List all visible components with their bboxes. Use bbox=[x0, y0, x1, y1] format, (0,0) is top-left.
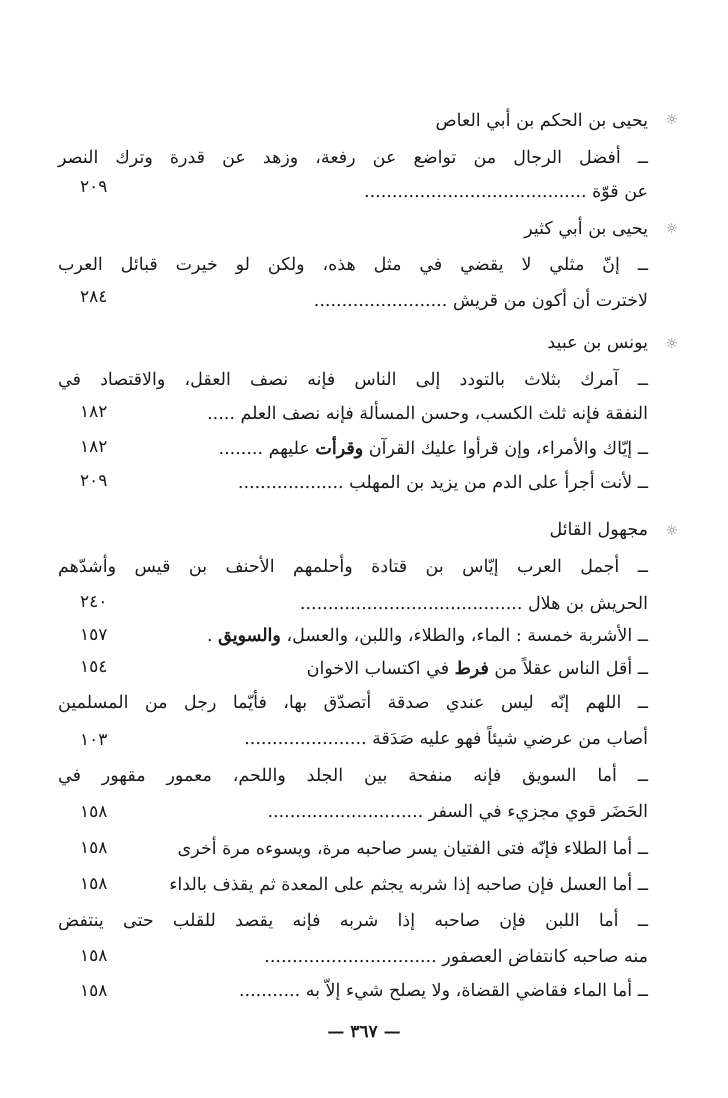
page-reference: ٢٤٠ bbox=[80, 592, 108, 612]
entry-line: لاخترت أن أكون من قريش ........................ bbox=[313, 291, 648, 311]
page-reference: ١٨٢ bbox=[80, 437, 108, 457]
entry-line: عن قوّة ........................................ bbox=[364, 182, 648, 202]
section-marker-icon: ☼ bbox=[665, 523, 678, 539]
section-heading: يونس بن عبيد bbox=[547, 333, 648, 353]
page-number-footer: — ٣٦٧ — bbox=[327, 1022, 401, 1042]
entry-line: ــ إنّ مثلي لا يقضي في مثل هذه، ولكن لو خيرت قبائل العرب bbox=[58, 255, 648, 275]
page-reference: ١٥٨ bbox=[80, 981, 108, 1001]
page-reference: ١٨٢ bbox=[80, 402, 108, 422]
bold-keyword: وقرأت bbox=[315, 439, 364, 459]
entry-line: ــ أقل الناس عقلاً من فرط في اكتساب الاخوان bbox=[306, 659, 648, 679]
section-heading: يحيى بن الحكم بن أبي العاص bbox=[435, 111, 648, 131]
section-marker-icon: ☼ bbox=[665, 336, 678, 352]
page-reference: ٢٠٩ bbox=[80, 471, 108, 491]
page-reference: ١٥٨ bbox=[80, 946, 108, 966]
bold-keyword: والسويق bbox=[218, 626, 281, 646]
entry-line: ــ الأشربة خمسة : الماء، والطلاء، واللبن، والعسل، والسويق . bbox=[206, 626, 648, 646]
page-reference: ٢٨٤ bbox=[80, 287, 108, 307]
entry-line: ــ أما الماء فقاضي القضاة، ولا يصلح شيء إلاّ به ........... bbox=[238, 981, 648, 1001]
entry-line: ــ لأنت أجرأ على الدم من يزيد بن المهلب ................... bbox=[237, 473, 648, 493]
entry-line: ــ أما السويق فإنه منفحة بين الجلد واللحم، معمور مقهور في bbox=[58, 766, 648, 786]
entry-line: الحَضَر قوي مجزيء في السفر ............................ bbox=[267, 802, 648, 822]
entry-line: ــ أما العسل فإن صاحبه إذا شربه يجثم على المعدة ثم يقذف بالداء bbox=[169, 875, 648, 895]
page-reference: ١٥٤ bbox=[80, 657, 108, 677]
entry-line: أصاب من عرضي شيئاً فهو عليه صَدَقة ...................... bbox=[244, 729, 648, 749]
entry-line: الحريش بن هلال ........................................ bbox=[299, 594, 648, 614]
page-reference: ١٥٨ bbox=[80, 874, 108, 894]
page-reference: ١٥٨ bbox=[80, 802, 108, 822]
entry-line: ــ أما الطلاء فإنّه فتى الفتيان يسر صاحبه مرة، ويسوءه مرة أخرى bbox=[177, 839, 648, 859]
entry-line: ــ اللهم إنّه ليس عندي صدقة أتصدّق بها، فأيّما رجل من المسلمين bbox=[58, 693, 648, 713]
section-heading: مجهول القائل bbox=[549, 520, 648, 540]
section-heading: يحيى بن أبي كثير bbox=[524, 219, 648, 239]
page-reference: ١٥٧ bbox=[80, 625, 108, 645]
page-reference: ١٥٨ bbox=[80, 838, 108, 858]
entry-line: ــ أما اللبن فإن صاحبه إذا شربه فإنه يقصد للقلب حتى ينتفض bbox=[58, 911, 648, 931]
entry-line: ــ أفضل الرجال من تواضع عن رفعة، وزهد عن قدرة وترك النصر bbox=[58, 148, 648, 168]
entry-line: ــ إيّاك والأمراء، وإن قرأوا عليك القرآن وقرأت عليهم ........ bbox=[218, 439, 648, 459]
entry-line: ــ آمرك بثلاث بالتودد إلى الناس فإنه نصف العقل، والاقتصاد في bbox=[58, 370, 648, 390]
page-reference: ١٠٣ bbox=[80, 730, 108, 750]
entry-line: منه صاحبه كانتفاض العصفور ............................... bbox=[264, 947, 648, 967]
page-reference: ٢٠٩ bbox=[80, 177, 108, 197]
bold-keyword: فرط bbox=[454, 659, 489, 679]
section-marker-icon: ☼ bbox=[665, 112, 678, 128]
entry-line: ــ أجمل العرب إيّاس بن قتادة وأحلمهم الأحنف بن قيس وأشدّهم bbox=[58, 557, 648, 577]
entry-line: النفقة فإنه ثلث الكسب، وحسن المسألة فإنه نصف العلم ..... bbox=[207, 404, 648, 424]
section-marker-icon: ☼ bbox=[665, 221, 678, 237]
